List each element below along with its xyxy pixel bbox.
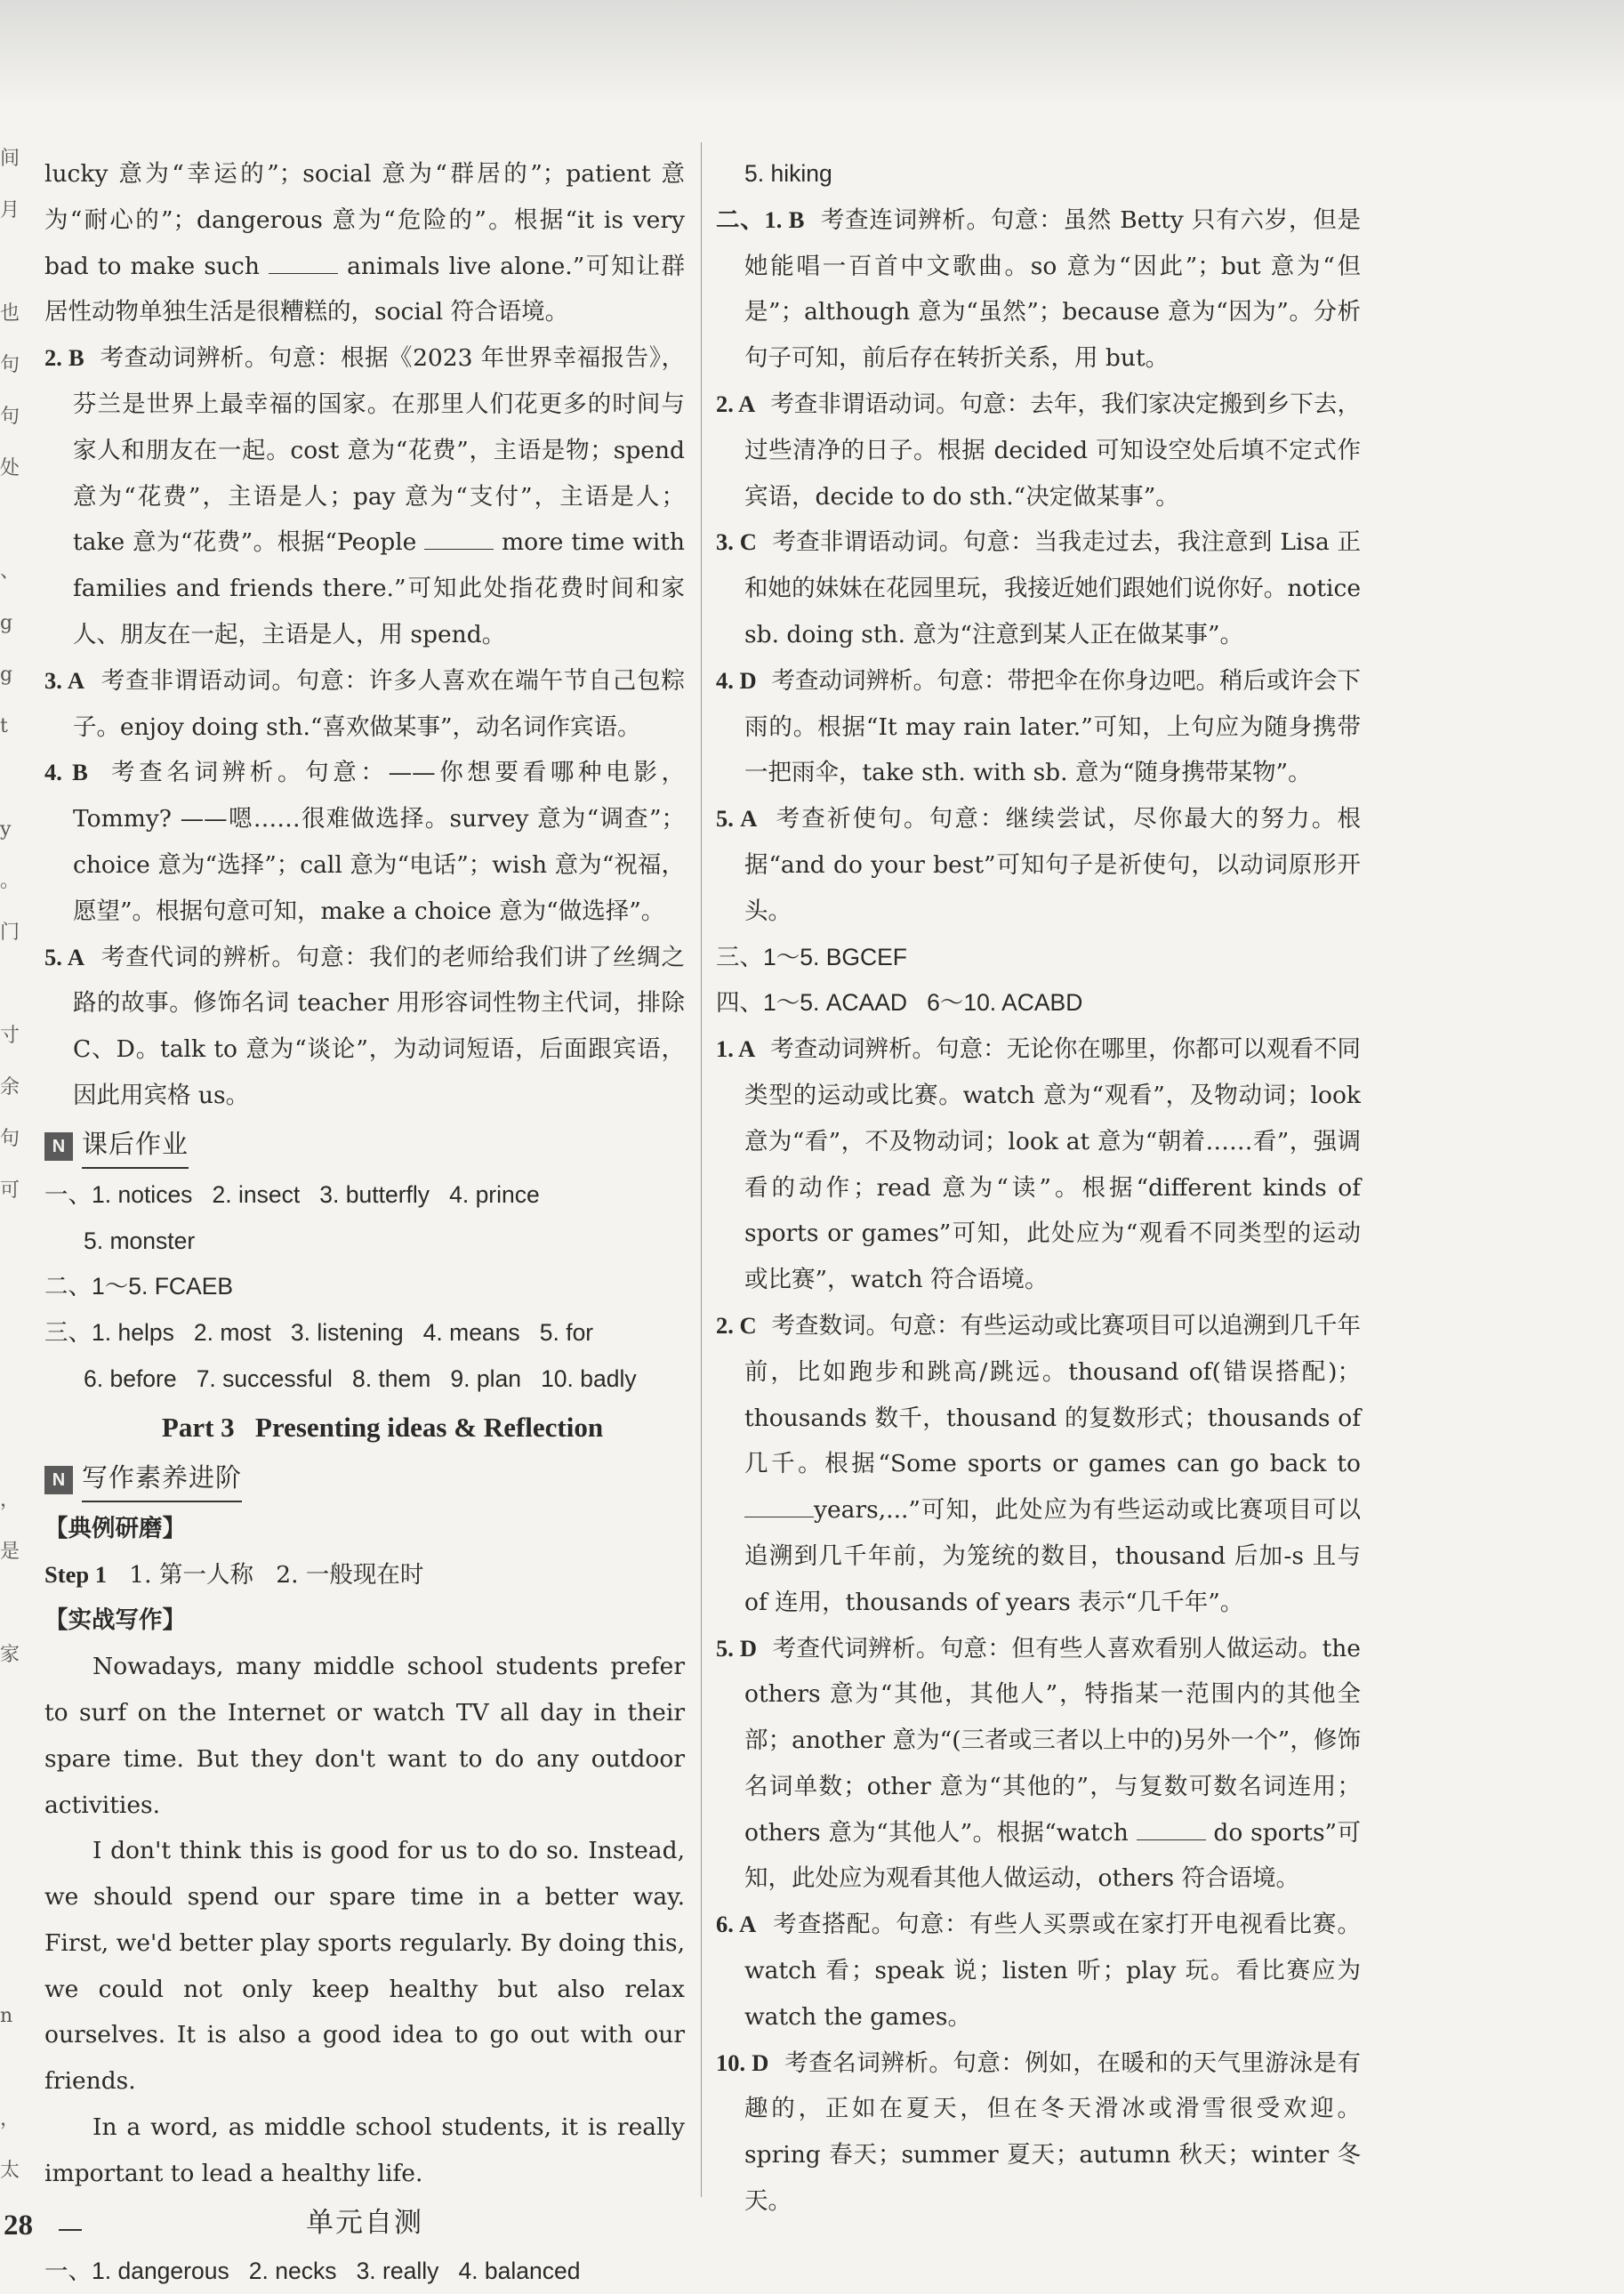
answer-line: 一、1. notices 2. insect 3. butterfly 4. prince: [44, 1180, 540, 1208]
edge-fragment: 、: [0, 560, 20, 583]
homework-title: 课后作业: [82, 1124, 189, 1169]
answer-item: 1. A 考查动词辨析。句意：无论你在哪里，你都可以观看不同类型的运动或比赛。watch 意为“观看”，及物动词；look 意为“看”，不及物动词；look at 意为“朝着……看”，强调看的动作；read 意为“读”。根据“different kinds of sports or games”可知，此处应为“观看不同类型的运动或比赛”，watch 符合语境。: [716, 1035, 1361, 1294]
writing-heading: [44, 1458, 685, 1502]
answer-item: 2. C 考查数词。句意：有些运动或比赛项目可以追溯到几千年前，比如跑步和跳高/跳远。thousand of(错误搭配)；thousands 数千，thousand 的复数形式；thousands of 几千。根据“Some sports or games can go back to years,...”可知，此处应为有些运动或比赛项目可以追溯到几千年前，为笼统的数目，thousand 后加-s 且与 of 连用，thousands of years 表示“几千年”。: [716, 1311, 1361, 1616]
edge-fragment: g: [0, 664, 13, 686]
answer-item: 5. A 考查代词的辨析。句意：我们的老师给我们讲了丝绸之路的故事。修饰名词 teacher 用形容词性物主代词，排除 C、D。talk to 意为“谈论”，为动词短语，后面跟宾语，因此用宾格 us。: [44, 943, 685, 1109]
edge-fragment: 句: [0, 406, 20, 428]
step-line: Step 1 1. 第一人称 2. 一般现在时: [44, 1560, 424, 1589]
blank-line: [424, 531, 494, 550]
edge-fragment: [0, 495, 20, 546]
answer-line: 5. hiking: [744, 160, 832, 187]
edge-fragment: 。: [0, 870, 20, 892]
edge-fragment: y: [0, 818, 12, 841]
edge-fragment: 可: [0, 1179, 20, 1202]
edge-fragment: 月: [0, 199, 20, 221]
edge-fragment: 家: [0, 1644, 20, 1666]
subsection-label: 【典例研磨】: [44, 1514, 186, 1541]
writing-title: 写作素养进阶: [82, 1458, 242, 1502]
answer-line: 二、1～5. FCAEB: [44, 1273, 234, 1300]
page-edge-fragments: [0, 133, 20, 2197]
edge-fragment: 处: [0, 457, 20, 479]
edge-fragment: [0, 2042, 20, 2094]
blank-line: [1137, 1822, 1206, 1840]
part-title: Part 3 Presenting ideas & Reflection: [161, 1411, 604, 1443]
edge-fragment: 寸: [0, 1025, 20, 1047]
blank-line: [744, 1499, 814, 1517]
answer-line: 一、1. dangerous 2. necks 3. really 4. balanced: [44, 2257, 581, 2284]
answer-line: 6. before 7. successful 8. them 9. plan 10. badly: [84, 1364, 637, 1392]
answer-item: 4. D 考查动词辨析。句意：带把伞在你身边吧。稍后或许会下雨的。根据“It may rain later.”可知，上句应为随身携带一把雨伞，take sth. with sb. 意为“随身携带某物”。: [716, 666, 1361, 787]
edge-fragment: g: [0, 612, 13, 634]
column-divider: [701, 142, 702, 2197]
edge-fragment: [0, 1681, 20, 1733]
answer-item: 5. D 考查代词辨析。句意：但有些人喜欢看别人做运动。the others 意为“其他，其他人”，特指某一范围内的其他全部；another 意为“(三者或三者以上中的)另外一个”，修饰名词单数；other 意为“其他的”，与复数可数名词连用；others 意为“其他人”。根据“watch do sports”可知，此处应为观看其他人做运动，others 符合语境。: [716, 1634, 1361, 1893]
edge-fragment: 太: [0, 2160, 20, 2182]
essay-paragraph: Nowadays, many middle school students prefer to surf on the Internet or watch TV all day in their spare time. But they don't want to do any outdoor activities.: [44, 1653, 685, 1819]
answer-item: 2. B 考查动词辨析。句意：根据《2023 年世界幸福报告》，芬兰是世界上最幸福的国家。在那里人们花更多的时间与家人和朋友在一起。cost 意为“花费”，主语是物；spend 意为“花费”，主语是人；pay 意为“支付”，主语是人；take 意为“花费”。根据“People more time with families and friends there.”可知此处指花费时间和家人、朋友在一起，主语是人，用 spend。: [44, 344, 685, 648]
edge-fragment: ，: [0, 2108, 20, 2130]
edge-fragment: [0, 1320, 20, 1372]
essay-paragraph: In a word, as middle school students, it is really important to lead a healthy life.: [44, 2113, 685, 2187]
scan-top-shade: [0, 0, 1624, 107]
edge-fragment: [0, 237, 20, 288]
edge-fragment: 句: [0, 354, 20, 376]
answer-item: 10. D 考查名词辨析。句意：例如，在暖和的天气里游泳是有趣的，正如在夏天，但在冬天滑冰或滑雪很受欢迎。spring 春天；summer 夏天；autumn 秋天；winter 冬天。: [716, 2049, 1362, 2216]
edge-fragment: [0, 1836, 20, 1888]
unit-test-title: 单元自测: [306, 2206, 423, 2238]
answer-item: 3. A 考查非谓语动词。句意：许多人喜欢在端午节自己包粽子。enjoy doing sth.“喜欢做某事”，动名词作宾语。: [44, 666, 685, 741]
answer-line: 四、1～5. ACAAD 6～10. ACABD: [716, 989, 1083, 1017]
edge-fragment: [0, 1372, 20, 1423]
edge-fragment: [0, 1217, 20, 1268]
edge-fragment: ，: [0, 1489, 20, 1511]
edge-fragment: 门: [0, 922, 20, 944]
edge-fragment: t: [0, 715, 8, 737]
edge-fragment: [0, 1888, 20, 1939]
edge-fragment: 间: [0, 148, 20, 170]
edge-fragment: [0, 753, 20, 804]
edge-fragment: [0, 1939, 20, 1991]
section-icon: N: [44, 1132, 73, 1161]
edge-fragment: [0, 1578, 20, 1630]
edge-fragment: [0, 1268, 20, 1320]
subsection-label: 【实战写作】: [44, 1606, 186, 1634]
edge-fragment: [0, 1733, 20, 1784]
right-column: [716, 151, 1361, 2225]
page-number: 28: [4, 2209, 33, 2242]
answer-item: 2. A 考查非谓语动词。句意：去年，我们家决定搬到乡下去，过些清净的日子。根据 decided 可知设空处后填不定式作宾语，decide to do sth.“决定做某事”。: [716, 390, 1361, 511]
edge-fragment: 句: [0, 1128, 20, 1150]
edge-fragment: [0, 1423, 20, 1475]
section-icon: N: [44, 1466, 73, 1494]
edge-fragment: [0, 959, 20, 1010]
blank-line: [269, 255, 338, 274]
edge-fragment: 也: [0, 302, 20, 325]
answer-line: 5. monster: [84, 1227, 196, 1254]
homework-heading: [44, 1124, 685, 1169]
edge-fragment: 是: [0, 1541, 20, 1563]
edge-fragment: [0, 1784, 20, 1836]
left-column: [44, 151, 685, 2294]
edge-fragment: n: [0, 2005, 13, 2027]
essay-paragraph: I don't think this is good for us to do so. Instead, we should spend our spare time in a better way. First, we'd better play sports regularly. By doing this, we could not only keep healthy but also relax ourselves. It is also a good idea to go out with our friends.: [44, 1837, 685, 2096]
answer-item: 5. A 考查祈使句。句意：继续尝试，尽你最大的努力。根据“and do your best”可知句子是祈使句，以动词原形开头。: [716, 805, 1361, 925]
answer-item: 6. A 考查搭配。句意：有些人买票或在家打开电视看比赛。watch 看；speak 说；listen 听；play 玩。看比赛应为 watch the games。: [716, 1911, 1361, 2031]
answer-item: 4. B 考查名词辨析。句意：——你想要看哪种电影，Tommy? ——嗯……很难做选择。survey 意为“调查”；choice 意为“选择”；call 意为“电话”；wish 意为“祝福，愿望”。根据句意可知，make a choice 意为“做选择”。: [44, 759, 685, 925]
answer-item: 二、1. B 考查连词辨析。句意：虽然 Betty 只有六岁，但是她能唱一百首中文歌曲。so 意为“因此”；but 意为“但是”；although 意为“虽然”；because 意为“因为”。分析句子可知，前后存在转折关系，用 but。: [716, 205, 1361, 373]
answer-item: 3. C 考查非谓语动词。句意：当我走过去，我注意到 Lisa 正和她的妹妹在花园里玩，我接近她们跟她们说你好。notice sb. doing sth. 意为“注意到某人正在做某事”。: [716, 528, 1361, 648]
answer-line: 三、1. helps 2. most 3. listening 4. means 5. for: [44, 1319, 594, 1347]
page-number-dash: [59, 2229, 82, 2231]
answer-explanation: lucky 意为“幸运的”；social 意为“群居的”；patient 意为“耐心的”；dangerous 意为“危险的”。根据“it is very bad to make such animals live alone.”可知让群居性动物单独生活是很糟糕的，social 符合语境。: [44, 160, 685, 326]
answer-line: 三、1～5. BGCEF: [716, 943, 907, 970]
edge-fragment: 余: [0, 1076, 20, 1099]
